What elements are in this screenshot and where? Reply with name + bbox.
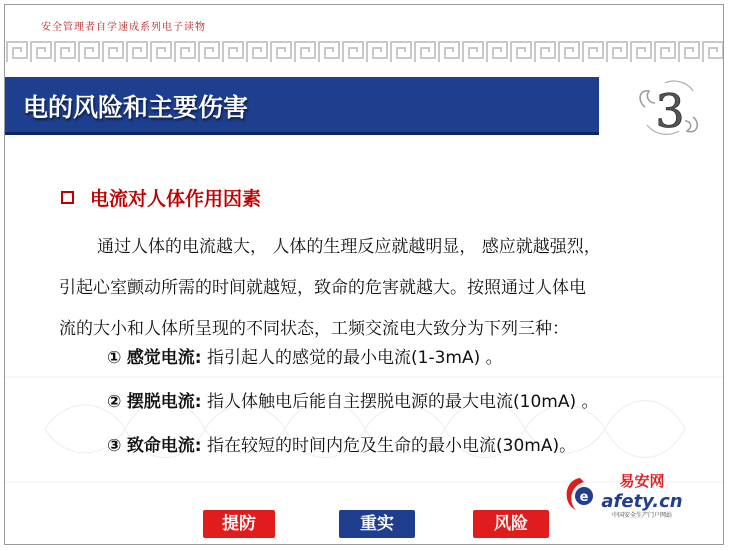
paragraph-line: 引起心室颤动所需的时间就越短，致命的危害就越大。按照通过人体电 — [59, 278, 586, 298]
nav-button-prevent[interactable]: 提防 — [203, 510, 275, 538]
body-paragraph — [59, 227, 699, 350]
nav-button-stress[interactable]: 重实 — [339, 510, 415, 538]
chapter-number: 3 — [655, 84, 685, 138]
item-number: ② — [107, 392, 122, 412]
section-heading — [61, 184, 261, 211]
item-desc: 指引起人的感觉的最小电流(1-3mA) 。 — [207, 348, 503, 368]
item-desc: 指在较短的时间内危及生命的最小电流(30mA)。 — [207, 436, 577, 456]
footer-nav — [5, 510, 723, 542]
paragraph-line: 通过人体的电流越大， 人体的生理反应就越明显， 感应就越强烈， — [97, 237, 601, 257]
slide — [4, 4, 724, 545]
current-types-list — [107, 343, 599, 475]
nav-button-risk[interactable]: 风险 — [473, 510, 549, 538]
item-term: 致命电流: — [126, 436, 202, 456]
logo-brand-en: afety.cn — [601, 491, 683, 512]
title-bar — [5, 77, 599, 135]
item-number: ① — [107, 348, 122, 368]
list-item — [107, 431, 599, 475]
item-number: ③ — [107, 436, 122, 456]
svg-text:e: e — [579, 490, 589, 505]
chapter-number-ornament — [635, 77, 705, 141]
item-term: 摆脱电流: — [126, 392, 202, 412]
square-bullet-icon — [61, 191, 74, 204]
item-term: 感觉电流: — [126, 348, 202, 368]
list-item — [107, 387, 599, 431]
list-item — [107, 343, 599, 387]
logo-brand-cn: 易安网 — [619, 472, 665, 490]
meander-border — [5, 38, 723, 66]
section-heading-text: 电流对人体作用因素 — [90, 188, 262, 210]
page-title: 电的风险和主要伤害 — [23, 93, 249, 122]
paragraph-line: 流的大小和人体所呈现的不同状态，工频交流电大致分为下列三种： — [59, 319, 569, 339]
logo-tagline: 中国安全生产门户网站 — [611, 512, 673, 519]
series-title: 安全管理者自学速成系列电子读物 — [41, 22, 206, 33]
item-desc: 指人体触电后能自主摆脱电源的最大电流(10mA) 。 — [207, 392, 599, 412]
